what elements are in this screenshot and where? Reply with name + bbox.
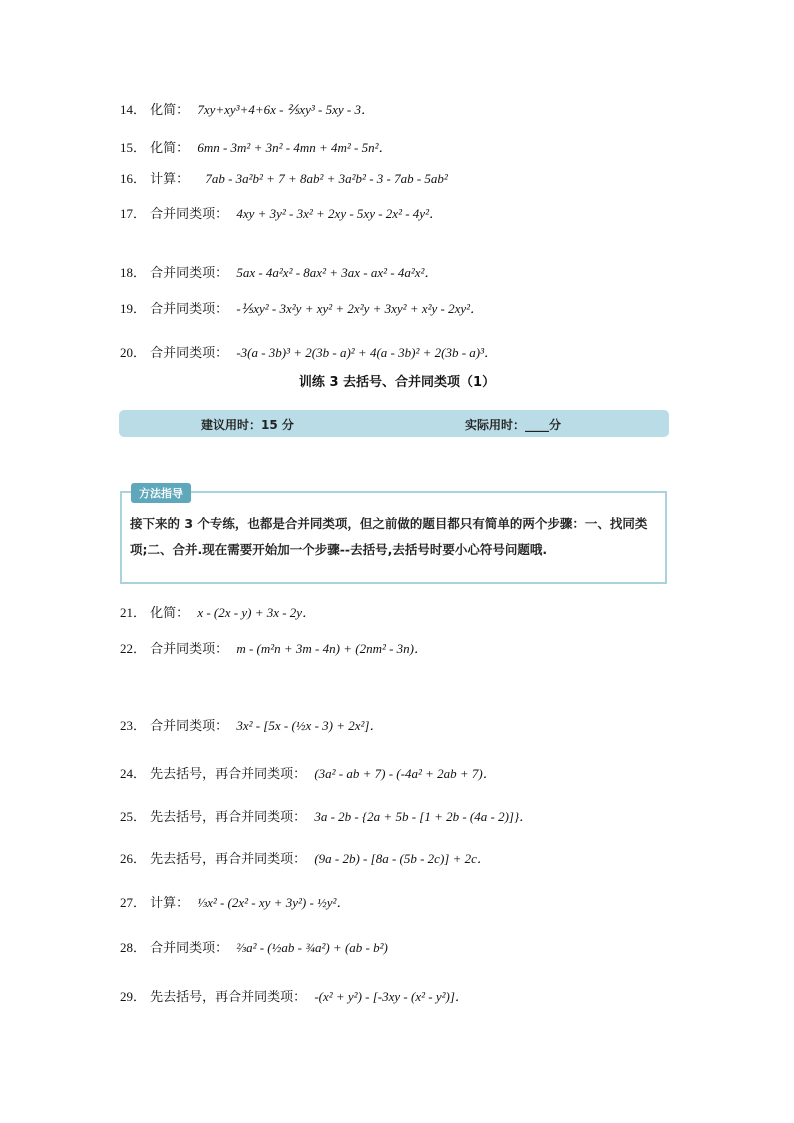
question-number: 21．: [120, 605, 147, 620]
question-15: [120, 139, 392, 158]
question-label: 合并同类项：: [150, 941, 229, 956]
question-expression: 6mn - 3m² + 3n² - 4mn + 4m² - 5n²．: [197, 140, 392, 155]
question-25: [120, 808, 532, 827]
question-number: 29．: [120, 989, 147, 1004]
question-expression: 3x² - [5x - (½x - 3) + 2x²]．: [236, 718, 383, 733]
question-label: 合并同类项：: [150, 266, 229, 281]
question-label: 化简：: [150, 606, 190, 621]
method-guidance-tag: 方法指导: [131, 483, 191, 503]
question-label: 合并同类项：: [150, 642, 229, 657]
question-number: 28．: [120, 940, 147, 955]
question-label: 先去括号，再合并同类项：: [150, 852, 307, 867]
question-number: 19．: [120, 301, 147, 316]
question-label: 合并同类项：: [150, 207, 229, 222]
question-expression: -⅕xy² - 3x²y + xy² + 2x²y + 3xy² + x²y - 2xy²．: [236, 301, 484, 316]
question-18: [120, 264, 437, 283]
question-label: 计算：: [150, 172, 190, 187]
question-expression: -3(a - 3b)³ + 2(3b - a)² + 4(a - 3b)² + 2(3b - a)³．: [236, 345, 497, 360]
question-number: 27．: [120, 895, 147, 910]
question-expression: x - (2x - y) + 3x - 2y．: [197, 605, 316, 620]
question-label: 计算：: [150, 896, 190, 911]
question-21: [120, 604, 315, 623]
question-expression: 7ab - 3a²b² + 7 + 8ab² + 3a²b² - 3 - 7ab - 5ab²: [205, 171, 448, 186]
question-expression: ⅔a² - (½ab - ¾a²) + (ab - b²): [236, 940, 388, 955]
question-expression: ⅓x² - (2x² - xy + 3y²) - ½y²．: [197, 895, 350, 910]
question-expression: m - (m²n + 3m - 4n) + (2nm² - 3n)．: [236, 641, 428, 656]
question-number: 22．: [120, 641, 147, 656]
question-28: [120, 939, 388, 958]
question-expression: 4xy + 3y² - 3x² + 2xy - 5xy - 2x² - 4y²．: [236, 206, 442, 221]
question-number: 23．: [120, 718, 147, 733]
question-14: [120, 101, 374, 120]
section-title: 训练 3 去括号、合并同类项（1）: [298, 375, 496, 390]
actual-time: 实际用时：____分: [465, 418, 562, 432]
question-label: 合并同类项：: [150, 302, 229, 317]
question-24: [120, 765, 496, 784]
question-29: [120, 988, 468, 1007]
question-number: 18．: [120, 265, 147, 280]
method-guidance-text: 接下来的 3 个专练，也都是合并同类项，但之前做的题目都只有简单的两个步骤：一、找同类项;二、合并.现在需要开始加一个步骤--去括号,去括号时要小心符号问题哦.: [130, 516, 648, 557]
time-bar: [119, 410, 669, 437]
question-20: [120, 344, 497, 363]
question-expression: -(x² + y²) - [-3xy - (x² - y²)]．: [314, 989, 468, 1004]
question-number: 24．: [120, 766, 147, 781]
question-number: 14．: [120, 102, 147, 117]
question-label: 化简：: [150, 141, 190, 156]
question-number: 16．: [120, 171, 147, 186]
question-number: 15．: [120, 140, 147, 155]
question-label: 合并同类项：: [150, 719, 229, 734]
question-expression: (9a - 2b) - [8a - (5b - 2c)] + 2c．: [314, 851, 490, 866]
suggested-time: 建议用时：15 分: [201, 418, 294, 432]
question-17: [120, 205, 442, 224]
question-27: [120, 894, 349, 913]
question-expression: (3a² - ab + 7) - (-4a² + 2ab + 7)．: [314, 766, 496, 781]
question-label: 化简：: [150, 103, 190, 118]
question-number: 17．: [120, 206, 147, 221]
question-label: 合并同类项：: [150, 346, 229, 361]
question-number: 25．: [120, 809, 147, 824]
question-expression: 3a - 2b - {2a + 5b - [1 + 2b - (4a - 2)]}．: [314, 809, 533, 824]
question-label: 先去括号，再合并同类项：: [150, 990, 307, 1005]
question-19: [120, 300, 483, 319]
question-22: [120, 640, 427, 659]
question-26: [120, 850, 490, 869]
question-23: [120, 717, 382, 736]
question-label: 先去括号，再合并同类项：: [150, 767, 307, 782]
question-number: 26．: [120, 851, 147, 866]
question-16: [120, 170, 448, 189]
question-expression: 7xy+xy³+4+6x - ⅖xy³ - 5xy - 3．: [197, 102, 374, 117]
question-label: 先去括号，再合并同类项：: [150, 810, 307, 825]
question-expression: 5ax - 4a²x² - 8ax² + 3ax - ax² - 4a²x²．: [236, 265, 438, 280]
question-number: 20．: [120, 345, 147, 360]
